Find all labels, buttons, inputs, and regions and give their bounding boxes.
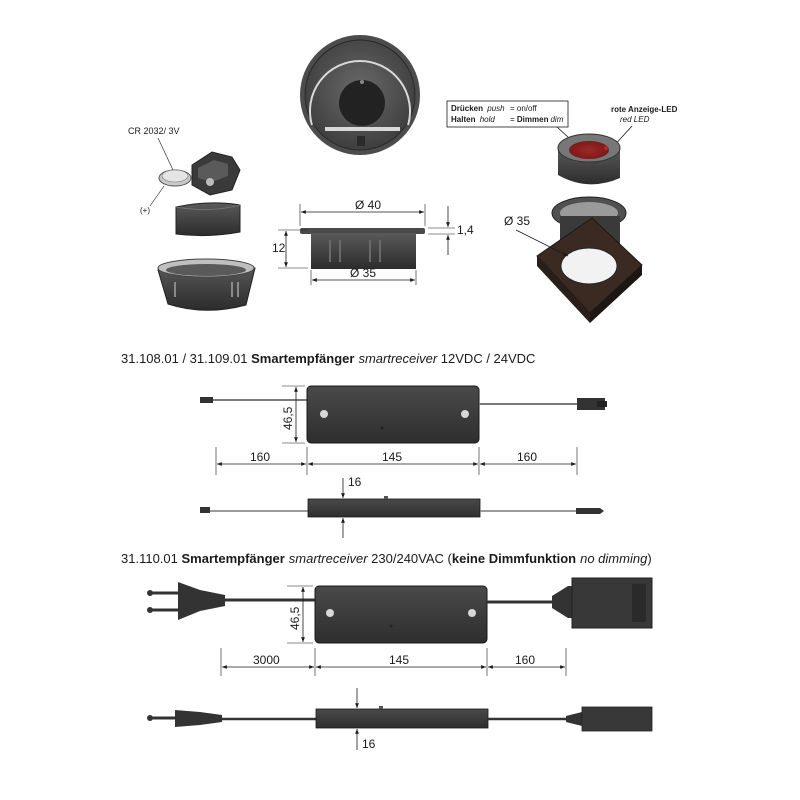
s1-dim-thickness: 16: [348, 475, 362, 489]
led-label-en: red LED: [620, 115, 650, 124]
legend-hold-en: hold: [479, 115, 495, 124]
section1-title: 31.108.01 / 31.109.01 Smartempfänger smartreceiver 12VDC / 24VDC: [121, 351, 536, 366]
receiver-ac-top-view: [147, 578, 652, 676]
legend-dim-en: dim: [550, 115, 564, 124]
svg-text:Drücken push: [451, 104, 505, 113]
s1-dim-body: 145: [382, 450, 403, 464]
dim-height: 12: [272, 241, 286, 255]
s1-dim-width: 46,5: [281, 406, 295, 430]
dim-outer-diameter: Ø 40: [355, 198, 382, 212]
led-label: rote Anzeige-LED: [611, 105, 678, 114]
legend-push-de: Drücken: [451, 104, 484, 113]
svg-text:Halten hold: [451, 115, 495, 124]
section2-title: 31.110.01 Smartempfänger smartreceiver 230/240VAC (keine Dimmfunktion no dimming): [121, 551, 652, 566]
receiver-ac-side-view: [147, 688, 652, 751]
s1-dim-right-cable: 160: [517, 450, 538, 464]
dim-inner-diameter: Ø 35: [350, 266, 377, 280]
battery-label: CR 2032/ 3V: [128, 126, 180, 136]
battery-plus-label: (+): [140, 206, 150, 215]
s2-dim-body: 145: [389, 653, 410, 667]
function-legend-box: [447, 101, 568, 127]
exploded-view: [128, 126, 255, 310]
legend-push-en: push: [487, 104, 505, 113]
dim-flange: 1,4: [457, 223, 474, 237]
svg-text:= Dimmendim: [510, 115, 564, 124]
legend-dim-de: Dimmen: [516, 115, 549, 124]
legend-hold-eq: =: [510, 115, 517, 124]
s2-dim-left-cable: 3000: [253, 653, 280, 667]
s2-dim-thickness: 16: [362, 737, 376, 751]
s2-dim-width: 46,5: [288, 606, 302, 630]
switch-top-view: [300, 35, 420, 155]
legend-push-value: = on/off: [510, 104, 537, 113]
receiver-dc-top-view: [200, 386, 607, 475]
legend-hold-de: Halten: [451, 115, 476, 124]
dim-hole-diameter: Ø 35: [504, 214, 531, 228]
s1-dim-left-cable: 160: [250, 450, 271, 464]
receiver-dc-side-view: [200, 475, 604, 538]
switch-side-view: [272, 198, 474, 285]
s2-dim-right-cable: 160: [515, 653, 536, 667]
installed-view: [504, 134, 642, 323]
